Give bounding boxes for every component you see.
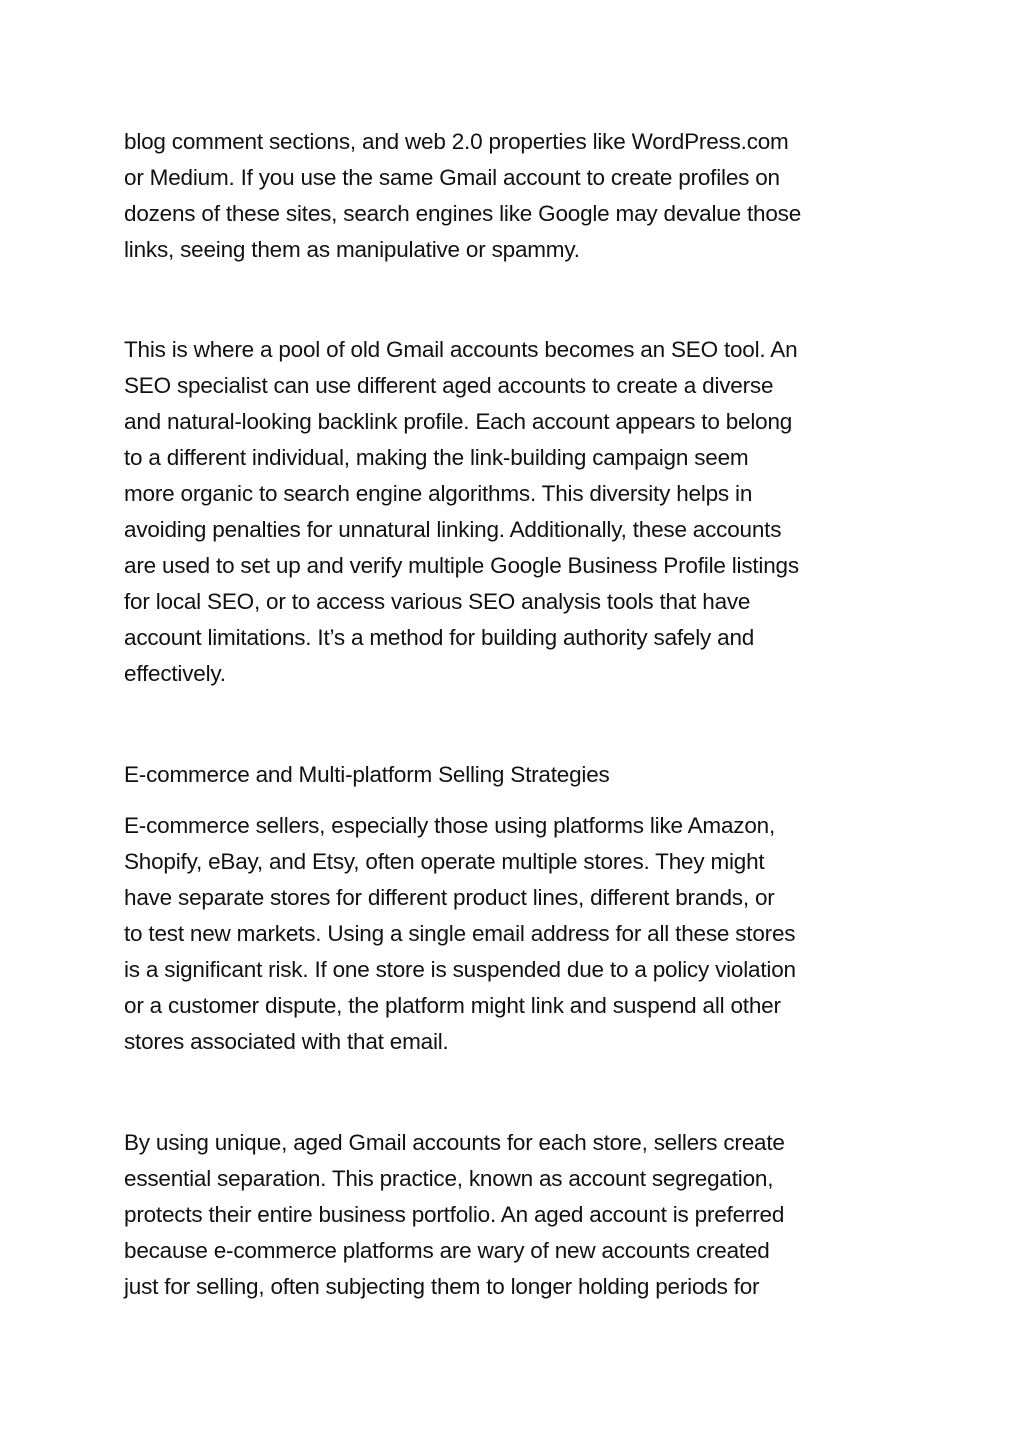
text-line: for local SEO, or to access various SEO analysis tools that have (124, 589, 751, 614)
heading-text: E-commerce and Multi-platform Selling Strategies (124, 762, 610, 787)
paragraph-account-segregation (124, 1125, 904, 1305)
text-line: SEO specialist can use different aged accounts to create a diverse (124, 373, 774, 398)
text-line: because e-commerce platforms are wary of new accounts created (124, 1238, 770, 1263)
text-line: links, seeing them as manipulative or spammy. (124, 237, 580, 262)
text-line: effectively. (124, 661, 226, 686)
text-line: This is where a pool of old Gmail accounts becomes an SEO tool. An (124, 337, 798, 362)
text-line: to test new markets. Using a single email address for all these stores (124, 921, 796, 946)
paragraph-seo-tool (124, 332, 904, 692)
paragraph-backlink-context (124, 124, 904, 268)
text-line: are used to set up and verify multiple Google Business Profile listings (124, 553, 799, 578)
text-line: or a customer dispute, the platform might link and suspend all other (124, 993, 781, 1018)
text-line: protects their entire business portfolio. An aged account is preferred (124, 1202, 785, 1227)
text-line: is a significant risk. If one store is suspended due to a policy violation (124, 957, 796, 982)
text-line: essential separation. This practice, known as account segregation, (124, 1166, 774, 1191)
text-line: or Medium. If you use the same Gmail account to create profiles on (124, 165, 780, 190)
text-line: avoiding penalties for unnatural linking. Additionally, these accounts (124, 517, 782, 542)
text-line: more organic to search engine algorithms. This diversity helps in (124, 481, 753, 506)
text-line: and natural-looking backlink profile. Each account appears to belong (124, 409, 793, 434)
text-line: blog comment sections, and web 2.0 properties like WordPress.com (124, 129, 789, 154)
text-line: stores associated with that email. (124, 1029, 449, 1054)
text-line: dozens of these sites, search engines like Google may devalue those (124, 201, 802, 226)
paragraph-ecommerce-sellers (124, 808, 904, 1060)
text-line: to a different individual, making the link-building campaign seem (124, 445, 749, 470)
section-heading (124, 757, 904, 793)
text-line: have separate stores for different product lines, different brands, or (124, 885, 775, 910)
text-line: E-commerce sellers, especially those using platforms like Amazon, (124, 813, 776, 838)
text-line: account limitations. It’s a method for building authority safely and (124, 625, 755, 650)
text-line: just for selling, often subjecting them to longer holding periods for (124, 1274, 760, 1299)
text-line: By using unique, aged Gmail accounts for each store, sellers create (124, 1130, 785, 1155)
text-line: Shopify, eBay, and Etsy, often operate multiple stores. They might (124, 849, 765, 874)
